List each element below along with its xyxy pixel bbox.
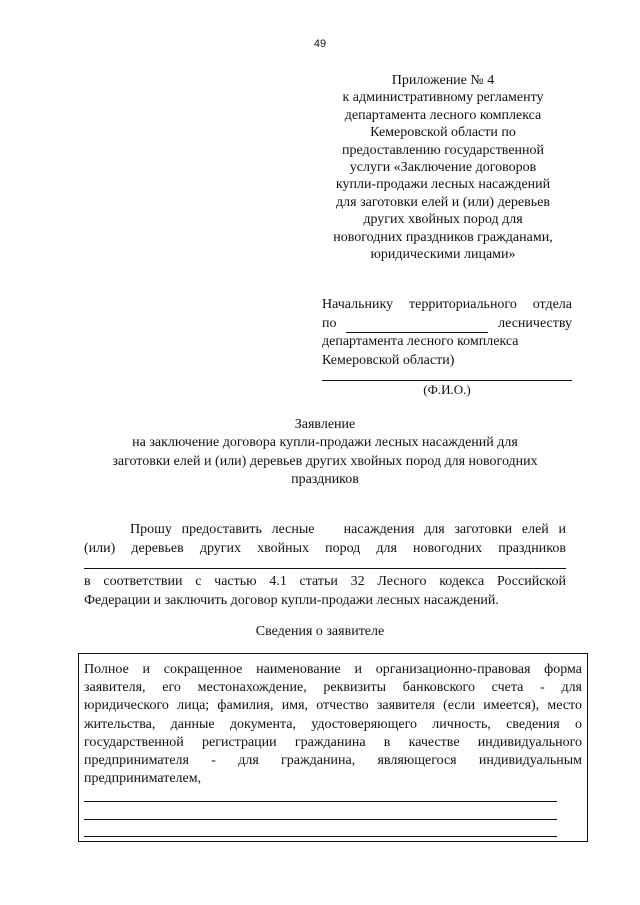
page-number: 49 <box>313 38 327 50</box>
request-line: Федерации и заключить договор купли-продажи лесных насаждений. <box>84 592 499 608</box>
statement-subtitle-line: праздников <box>291 472 359 488</box>
applicant-line: предпринимателем, <box>84 771 202 787</box>
applicant-line: Полное и сокращенное наименование и организационно-правовая форма <box>84 662 582 677</box>
appendix-line: к административному регламенту <box>342 90 544 106</box>
request-line: (или) деревьев других хвойных пород для новогодних праздников <box>84 540 566 556</box>
applicant-line: жительства, данные документа, удостоверяющего личность, сведения о <box>84 716 582 732</box>
appendix-header <box>318 72 568 263</box>
statement-title: Заявление <box>294 417 356 432</box>
request-purpose-blank[interactable] <box>84 568 566 569</box>
request-line: Прошу предоставить лесные насаждения для заготовки елей и <box>130 522 566 537</box>
request-line: в соответствии с частью 4.1 статьи 32 Лесного кодекса Российской <box>84 574 566 589</box>
addressee-line: Начальнику территориального отдела <box>322 297 572 312</box>
statement-subtitle-line: на заключение договора купли-продажи лесных насаждений для <box>132 435 518 451</box>
appendix-line: Приложение № 4 <box>391 73 495 88</box>
applicant-fill-line[interactable] <box>84 801 557 802</box>
appendix-line: услуги «Заключение договоров <box>349 160 537 176</box>
appendix-line: департамента лесного комплекса <box>344 107 542 123</box>
fio-blank[interactable] <box>322 380 572 381</box>
applicant-line: заявителя, его местонахождение, реквизиты банковского счета - для <box>84 680 582 696</box>
addressee-suffix: лесничеству <box>498 315 572 331</box>
fio-label: (Ф.И.О.) <box>423 382 471 397</box>
applicant-line: государственной регистрации гражданина в качестве индивидуального <box>84 734 582 750</box>
appendix-line: Кемеровской области по <box>370 125 516 141</box>
request-paragraph <box>84 521 566 558</box>
addressee-prefix: по <box>322 315 337 331</box>
applicant-fill-line[interactable] <box>84 836 557 837</box>
appendix-line: предоставлению государственной <box>341 142 545 158</box>
appendix-line: новогодних праздников гражданами, <box>333 229 553 245</box>
appendix-line: других хвойных пород для <box>363 212 523 228</box>
applicant-line: предпринимателя - для гражданина, являющегося индивидуальным <box>84 753 582 769</box>
addressee-line-forestry <box>322 315 572 334</box>
appendix-line: для заготовки елей и (или) деревьев <box>336 194 550 210</box>
request-paragraph-continued <box>84 573 566 610</box>
appendix-line: юридическими лицами» <box>370 247 516 263</box>
addressee-line: Кемеровской области) <box>322 352 455 368</box>
forestry-name-blank[interactable] <box>346 320 488 333</box>
applicant-heading: Сведения о заявителе <box>255 624 385 639</box>
statement-subtitle-line: заготовки елей и (или) деревьев других хвойных пород для новогодних <box>112 453 538 469</box>
addressee-block <box>322 296 572 370</box>
addressee-line: департамента лесного комплекса <box>322 334 519 350</box>
applicant-fill-line[interactable] <box>84 819 557 820</box>
appendix-line: купли-продажи лесных насаждений <box>335 177 551 193</box>
statement-title-block <box>60 416 590 490</box>
applicant-line: юридического лица; фамилия, имя, отчество заявителя (если имеется), место <box>84 698 582 714</box>
applicant-info-text <box>84 661 582 788</box>
applicant-info-box <box>78 653 588 842</box>
